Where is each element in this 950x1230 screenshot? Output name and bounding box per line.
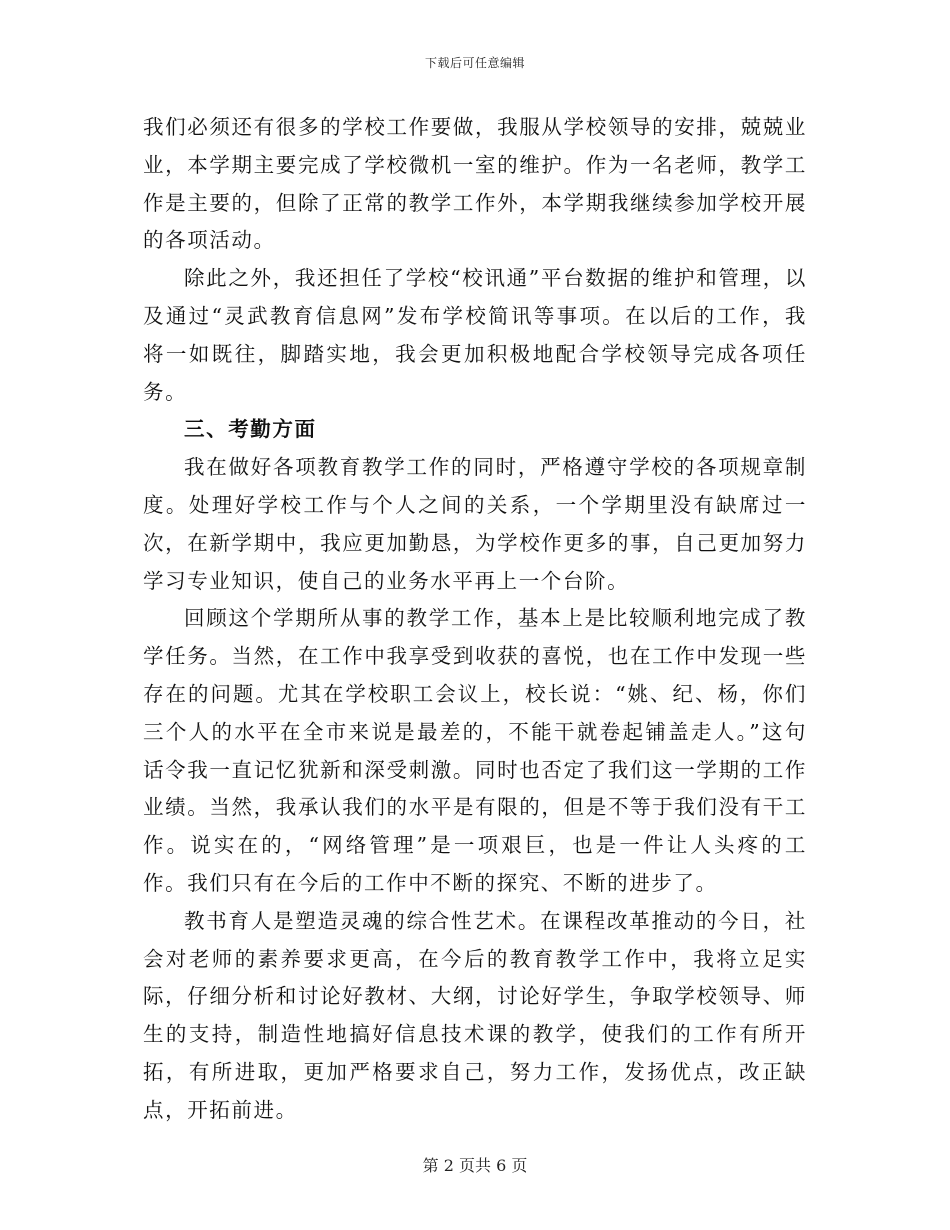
page-header: 下载后可任意编辑 [424,56,525,70]
paragraph-3: 我在做好各项教育教学工作的同时，严格遵守学校的各项规章制度。处理好学校工作与个人之间的关系，一个学期里没有缺席过一次，在新学期中，我应更加勤恳，为学校作更多的事，自己更加努力学习专业知识，使自己的业务水平再上一个台阶。 [143,455,807,593]
paragraph-5: 教书育人是塑造灵魂的综合性艺术。在课程改革推动的今日，社会对老师的素养要求更高，在今后的教育教学工作中，我将立足实际，仔细分析和讨论好教材、大纲，讨论好学生，争取学校领导、师生的支持，制造性地搞好信息技术课的教学，使我们的工作有所开拓，有所进取，更加严格要求自己，努力工作，发扬优点，改正缺点，开拓前进。 [143,908,807,1122]
page-footer: 第 2 页共 6 页 [422,1156,528,1175]
paragraph-2: 除此之外，我还担任了学校“校讯通”平台数据的维护和管理，以及通过“灵武教育信息网”发布学校简讯等事项。在以后的工作，我将一如既往，脚踏实地，我会更加积极地配合学校领导完成各项任务。 [143,266,807,404]
section-heading: 三、考勤方面 [184,417,317,442]
paragraph-1: 我们必须还有很多的学校工作要做，我服从学校领导的安排，兢兢业业，本学期主要完成了学校微机一室的维护。作为一名老师，教学工作是主要的，但除了正常的教学工作外，本学期我继续参加学校开展的各项活动。 [143,115,807,253]
document-body [143,109,807,1130]
paragraph-4: 回顾这个学期所从事的教学工作，基本上是比较顺利地完成了教学任务。当然，在工作中我享受到收获的喜悦，也在工作中发现一些存在的问题。尤其在学校职工会议上，校长说：“姚、纪、杨，你们三个人的水平在全市来说是最差的，不能干就卷起铺盖走人。”这句话令我一直记忆犹新和深受刺激。同时也否定了我们这一学期的工作业绩。当然，我承认我们的水平是有限的，但是不等于我们没有干工作。说实在的，“网络管理”是一项艰巨，也是一件让人头疼的工作。我们只有在今后的工作中不断的探究、不断的进步了。 [143,606,807,895]
